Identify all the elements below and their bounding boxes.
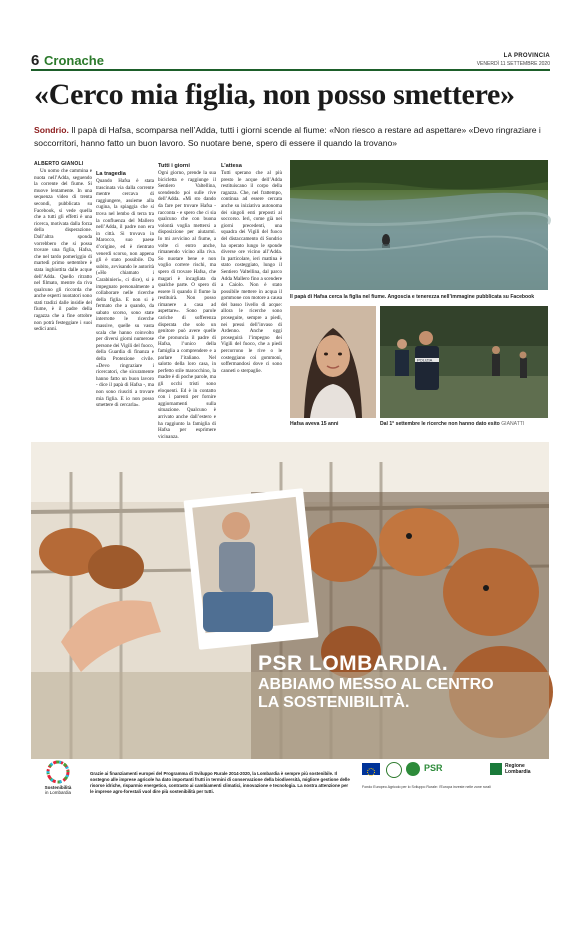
article-column-4	[221, 160, 282, 478]
ad-tagline-line2: LA SOSTENIBILITÀ.	[258, 694, 410, 711]
paragraph: Ogni giorno, prende la sua bicicletta e raggiunge il Sentiero Valtellina, scendendo poi sulle rive dell’Adda. «Mi sto dando da fare per trovare Hafsa - racconta - e spero che ci sia qualcuno che con buona volontà voglia mettersi a disposizione per aiutarmi. Io mi avvicino al fiume, a volte ci entro anche, rimanendo vicino alla riva. So nuotare bene e non voglio correre rischi, ma spero di trovare Hafsa, che magari è incagliata da qualche parte. O spero di essere lì quando il fiume la restituirà. Non posso rimanere a casa ad aspettare». Sono parole cariche di sofferenza disperata che solo un genitore può avere quelle che pronuncia il padre di Hafsa, l’unico della famiglia a comprendere e a parlare l’italiano. Nel salotto della loro casa, in perfetto stile marocchino, la madre è di poche parole, ma gli occhi tristi sono eloquenti. Ed è in contatto con i parenti per fornire aggiornamenti sulla situazione. Qualcuno è arrivato anche dall’estero e ha raggiunto la famiglia di Hafsa per esprimere vicinanza.	[158, 170, 216, 440]
article-column-1	[34, 168, 92, 478]
paragraph: Un uomo che cammina e nuota nell’Adda, seguendo la corrente del fiume. Si muove lentamente. In una sequenza video di trenta secondi, pubblicata su Facebook, si vede quella che a tutti gli effetti è una ricerca, motivata dalla forza della disperazione. Dall’altra sponda vorrebbero che si possa trovare una figlia, Hafsa, che nel tardo pomeriggio di martedì primo settembre è stata inghiottita dalle acque dell’Adda. Quello ritratto nel filmato, mentre da riva qualcuno gli riccorda che anche esperti nuotatori sono stati tradizi dalle insidie del fiume, è il padre della ragazza che a fine ottobre non potrà festeggiare i suoi sedici anni.	[34, 168, 92, 333]
paragraph: Tutti sperano che al più presto le acque dell’Adda restituiscano il corpo della ragazza. Che, nel frattempo, continua ad essere cercata anche su iniziativa autonoma dei singoli enti preposti al soccorso. Ieri, come già nei giorni precedenti, una squadra dei Vigili del fuoco del distaccamento di Sondrio ha operato lungo le sponde diverse ore vicino all’Adda. In particolare, ieri mattina è stato costeggiato, lungo il Sentiero Valtellina, dal parco Adda Mallero fino a scendere a Caiolo. Non è stato possibile mettere in acqua il gommone con motore a causa del basso livello di acque: allora le ricerche sono proseguite, sempre a piedi, nei pressi dell’invaso di Ardenno. Anche oggi proseguirà l’impegno dei Vigili del fuoco, che a piedi percorrono le rive o le costeggiano coi gommoni, soffermandosi dove ci sono canneti o sterpaglie.	[221, 170, 282, 374]
ad-tagline-line1: ABBIAMO MESSO AL CENTRO	[258, 676, 494, 693]
police-vest-text: POLIZIA	[417, 357, 433, 363]
psr-logo-tagline1: SVILUPPO RURALE	[535, 925, 573, 930]
police-photo-caption	[380, 421, 524, 427]
header-rule	[31, 69, 550, 71]
newspaper-name: LA PROVINCIA	[503, 53, 550, 59]
sost-line1: Sostenibilità	[44, 785, 72, 790]
ad-footer-text: Grazie ai finanziamenti europei del Programma di Sviluppo Rurale 2014-2020, la Lombardia è sempre più sostenibile. Il sostegno alle imprese agricole ha dato importanti frutti in termini di conservazione della biodiversità, migliore gestione delle risorse idriche, risparmio energetico, contrasto ai cambiamenti climatici, innovazione e tecnologia. La nostra attenzione per le imprese agro-forestali vuol dire più sostenibilità per tutti.	[90, 771, 350, 794]
funding-logos	[362, 761, 550, 781]
girl-portrait-illustration	[290, 306, 376, 418]
psr-logo-tagline2: METTE RADICI	[535, 930, 564, 935]
psr-small-logo: PSR	[424, 763, 443, 773]
ad-tagline-body	[258, 676, 494, 712]
sost-line2: in Lombardia	[44, 790, 71, 795]
section-name: Cronache	[44, 53, 104, 68]
page-number: 6	[31, 52, 40, 69]
sostenibilita-logo	[34, 760, 82, 795]
italy-emblem-icon	[386, 762, 402, 778]
article-column-3	[158, 160, 216, 478]
region-lombardia-text	[505, 763, 531, 775]
fund-note: Fondo Europeo Agricolo per lo Sviluppo Rurale: l’Europa investe nelle zone rurali	[362, 785, 491, 789]
section-subhead-tragedia: La tragedia	[96, 171, 126, 177]
police-photo	[380, 306, 548, 418]
police-caption-text: Dal 1° settembre le ricerche non hanno dato esito	[380, 421, 500, 427]
feasr-icon	[406, 762, 420, 776]
river-photo-caption: Il papà di Hafsa cerca la figlia nel fiume. Angoscia e tenerezza nell’immagine pubblicata su Facebook	[290, 294, 535, 300]
police-search-illustration	[380, 306, 548, 418]
river-scene-illustration	[290, 160, 548, 290]
paragraph: Quando Hafsa è stata trascinata via dalla corrente mentre cercava di raggiungere, assieme alla cugina, la spiaggia che si trova nel lembo di terra tra la confluenza del Mallero nell’Adda, il padre non era in città. Si trovava in Marocco, suo paese d’origine, ed è rientrato venerdì scorso, non appena gli è stato possibile. Da subito, avvisando le autorità («Ho chiamato i Carabinieri», ci dice), si è impegnato personalmente a collaborare nelle ricerche della figlia. E non si è fermato che a quando, da sabato scorso, sono state interrotte le ricerche massive, quelle su vasta scala che hanno coinvolto per diversi giorni numerose persone dei Vigili del fuoco, della Guardia di finanza e della Protezione civile. «Devo ringraziare i ricercatori, che sicuramente hanno fatto un buon lavoro - dice il papà di Hafsa -, ma non sono riusciti a trovare mia figlia. E io non posso smettere di cercarla».	[96, 178, 154, 409]
girl-photo-caption: Hafsa aveva 15 anni	[290, 421, 339, 427]
photo-credit: GIANATTI	[501, 421, 525, 427]
psr-logo-years: 2014-2020	[491, 937, 525, 944]
psr-logo	[463, 915, 573, 951]
subhead-text: Il papà di Hafsa, scomparsa nell’Adda, tutti i giorni scende al fiume: «Non riesco a restare ad aspettare» «Devo ringraziare i soccorritori, hanno fatto un buon lavoro. So nuotare bene, spero di essere il quando la trovano»	[34, 125, 541, 148]
river-photo	[290, 160, 548, 290]
article-column-2	[96, 168, 154, 478]
region-line1: Regione	[505, 763, 525, 769]
region-line2: Lombardia	[505, 769, 531, 775]
article-subhead	[34, 124, 554, 149]
eu-flag-icon	[362, 763, 380, 775]
issue-date: VENERDÌ 11 SETTEMBRE 2020	[476, 61, 550, 67]
article-byline: ALBERTO GIANOLI	[34, 161, 84, 167]
psr-logo-region: LOMBARDIA	[535, 918, 569, 924]
girl-photo	[290, 306, 376, 418]
ad-tagline-title: PSR LOMBARDIA.	[258, 652, 449, 675]
psr-logo-icon	[463, 919, 491, 947]
psr-logo-text: PSR	[491, 917, 529, 937]
subhead-place: Sondrio.	[34, 125, 69, 135]
article-headline: «Cerco mia figlia, non posso smettere»	[34, 78, 515, 111]
region-lombardia-icon	[490, 763, 502, 775]
sdg-wheel-icon	[46, 760, 70, 784]
section-subhead-giorni: Tutti i giorni	[158, 163, 190, 169]
section-subhead-attesa: L’attesa	[221, 163, 242, 169]
